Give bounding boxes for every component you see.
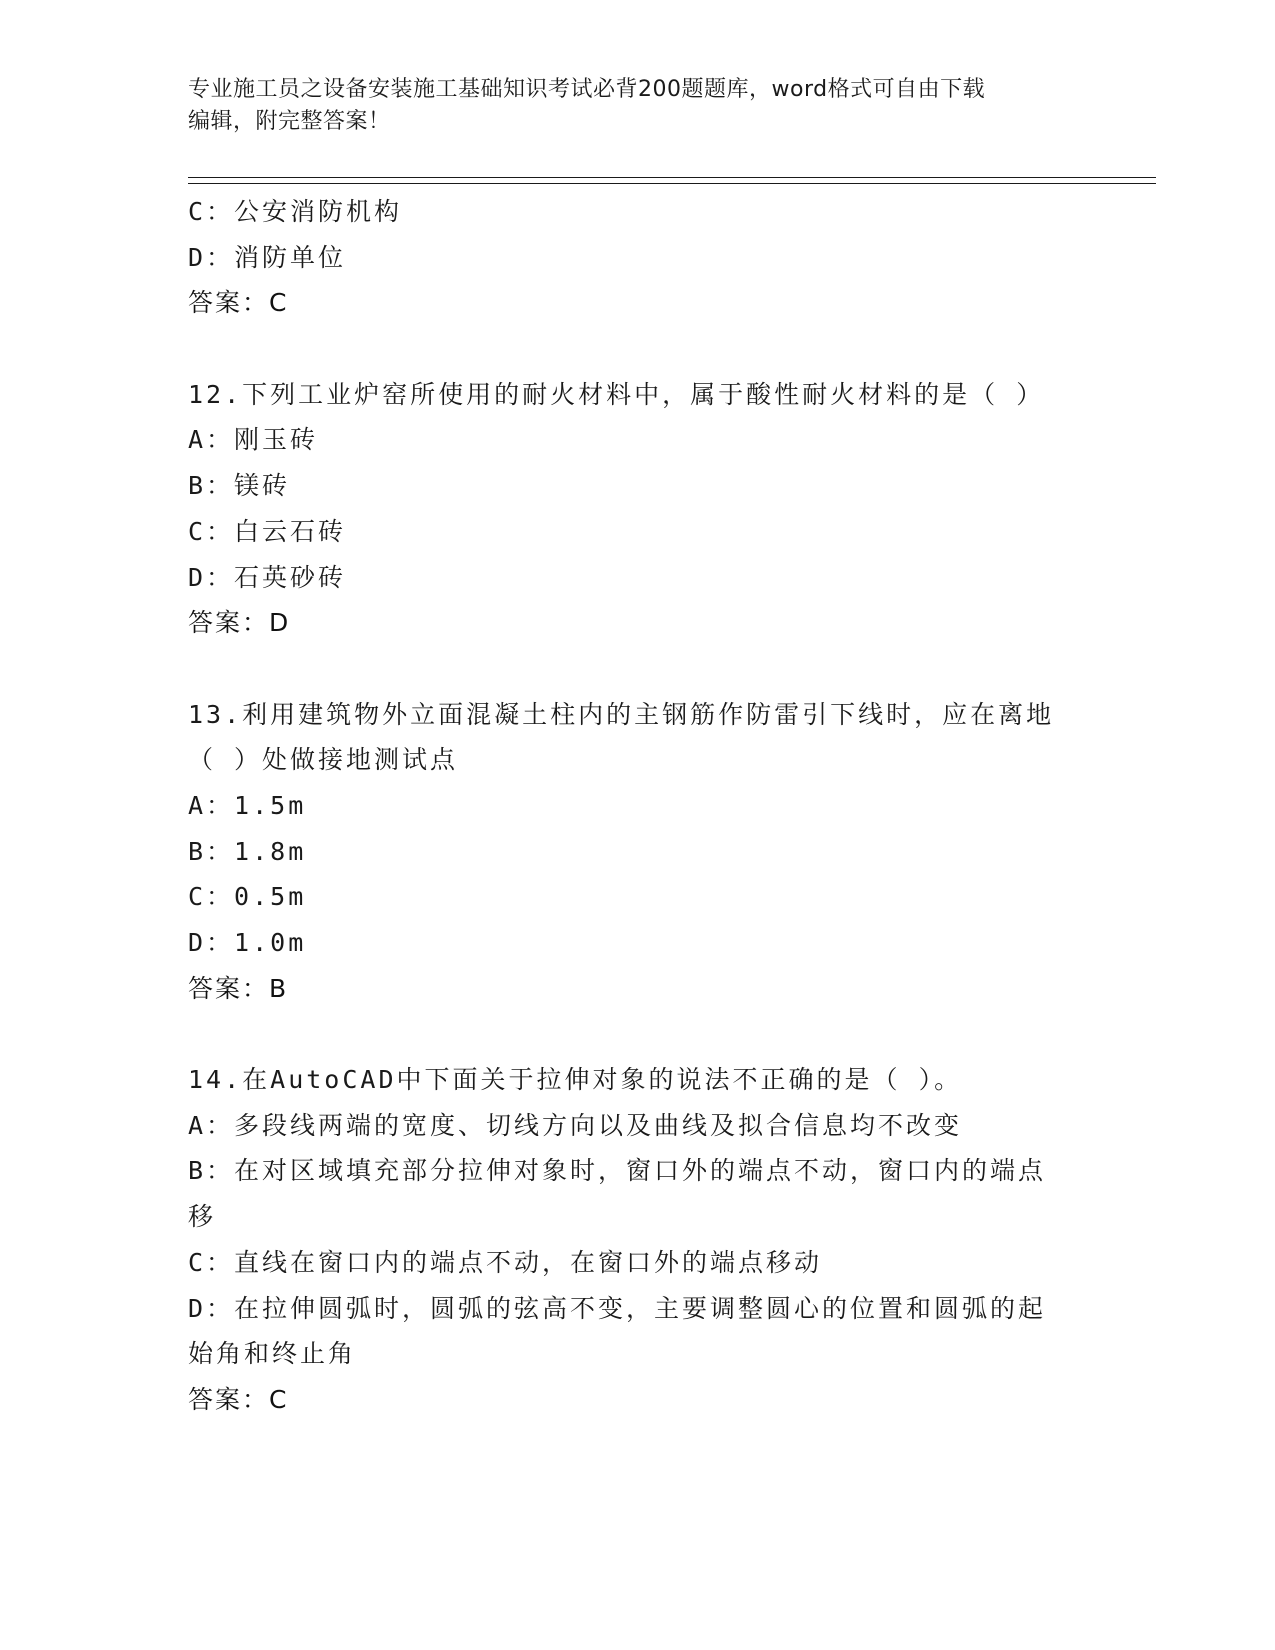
q14-question: 14.在AutoCAD中下面关于拉伸对象的说法不正确的是（ ）。: [188, 1065, 963, 1095]
q12-option-d: D：石英砂砖: [188, 562, 347, 592]
question-11: [188, 189, 1088, 326]
spacer: [188, 326, 1088, 372]
q14-option-d-line2: 始角和终止角: [188, 1339, 357, 1369]
q11-answer: 答案：C: [188, 288, 289, 318]
spacer: [188, 1011, 1088, 1057]
q13-option-d: D：1.0m: [188, 928, 307, 957]
q12-option-b: B：镁砖: [188, 471, 291, 501]
q14-option-a: A：多段线两端的宽度、切线方向以及曲线及拟合信息均不改变: [188, 1110, 963, 1140]
q12-option-c: C：白云石砖: [188, 516, 347, 546]
q13-option-b: B：1.8m: [188, 836, 307, 866]
question-list: [188, 189, 1088, 1423]
document-header: [188, 74, 1088, 138]
spacer: [188, 646, 1088, 692]
question-12: [188, 372, 1088, 646]
q13-question-line1: 13.利用建筑物外立面混凝土柱内的主钢筋作防雷引下线时，应在离地: [188, 699, 1055, 729]
q12-option-a: A：刚玉砖: [188, 425, 319, 455]
q14-option-b-line1: B：在对区域填充部分拉伸对象时，窗口外的端点不动，窗口内的端点: [188, 1156, 1047, 1186]
q14-option-c: C：直线在窗口内的端点不动，在窗口外的端点移动: [188, 1247, 823, 1277]
header-title-line1: 专业施工员之设备安装施工基础知识考试必背200题题库，word格式可自由下载: [188, 77, 986, 102]
q14-option-b-line2: 移: [188, 1202, 217, 1232]
q13-option-c: C：0.5m: [188, 882, 307, 912]
header-divider-top: [188, 177, 1156, 178]
header-title-line2: 编辑，附完整答案！: [188, 109, 391, 134]
q12-answer: 答案：D: [188, 608, 291, 638]
q13-answer: 答案：B: [188, 973, 289, 1003]
question-13: [188, 692, 1088, 1012]
q14-option-d-line1: D：在拉伸圆弧时，圆弧的弦高不变，主要调整圆心的位置和圆弧的起: [188, 1293, 1047, 1323]
header-divider-bottom: [188, 183, 1156, 184]
q14-answer: 答案：C: [188, 1384, 289, 1414]
q11-option-c: C：公安消防机构: [188, 197, 403, 226]
q13-option-a: A：1.5m: [188, 790, 307, 820]
q11-option-d: D：消防单位: [188, 242, 347, 272]
q13-question-line2: （ ）处做接地测试点: [188, 745, 459, 775]
q12-question: 12.下列工业炉窑所使用的耐火材料中，属于酸性耐火材料的是（ ）: [188, 379, 1045, 409]
question-14: [188, 1057, 1088, 1423]
